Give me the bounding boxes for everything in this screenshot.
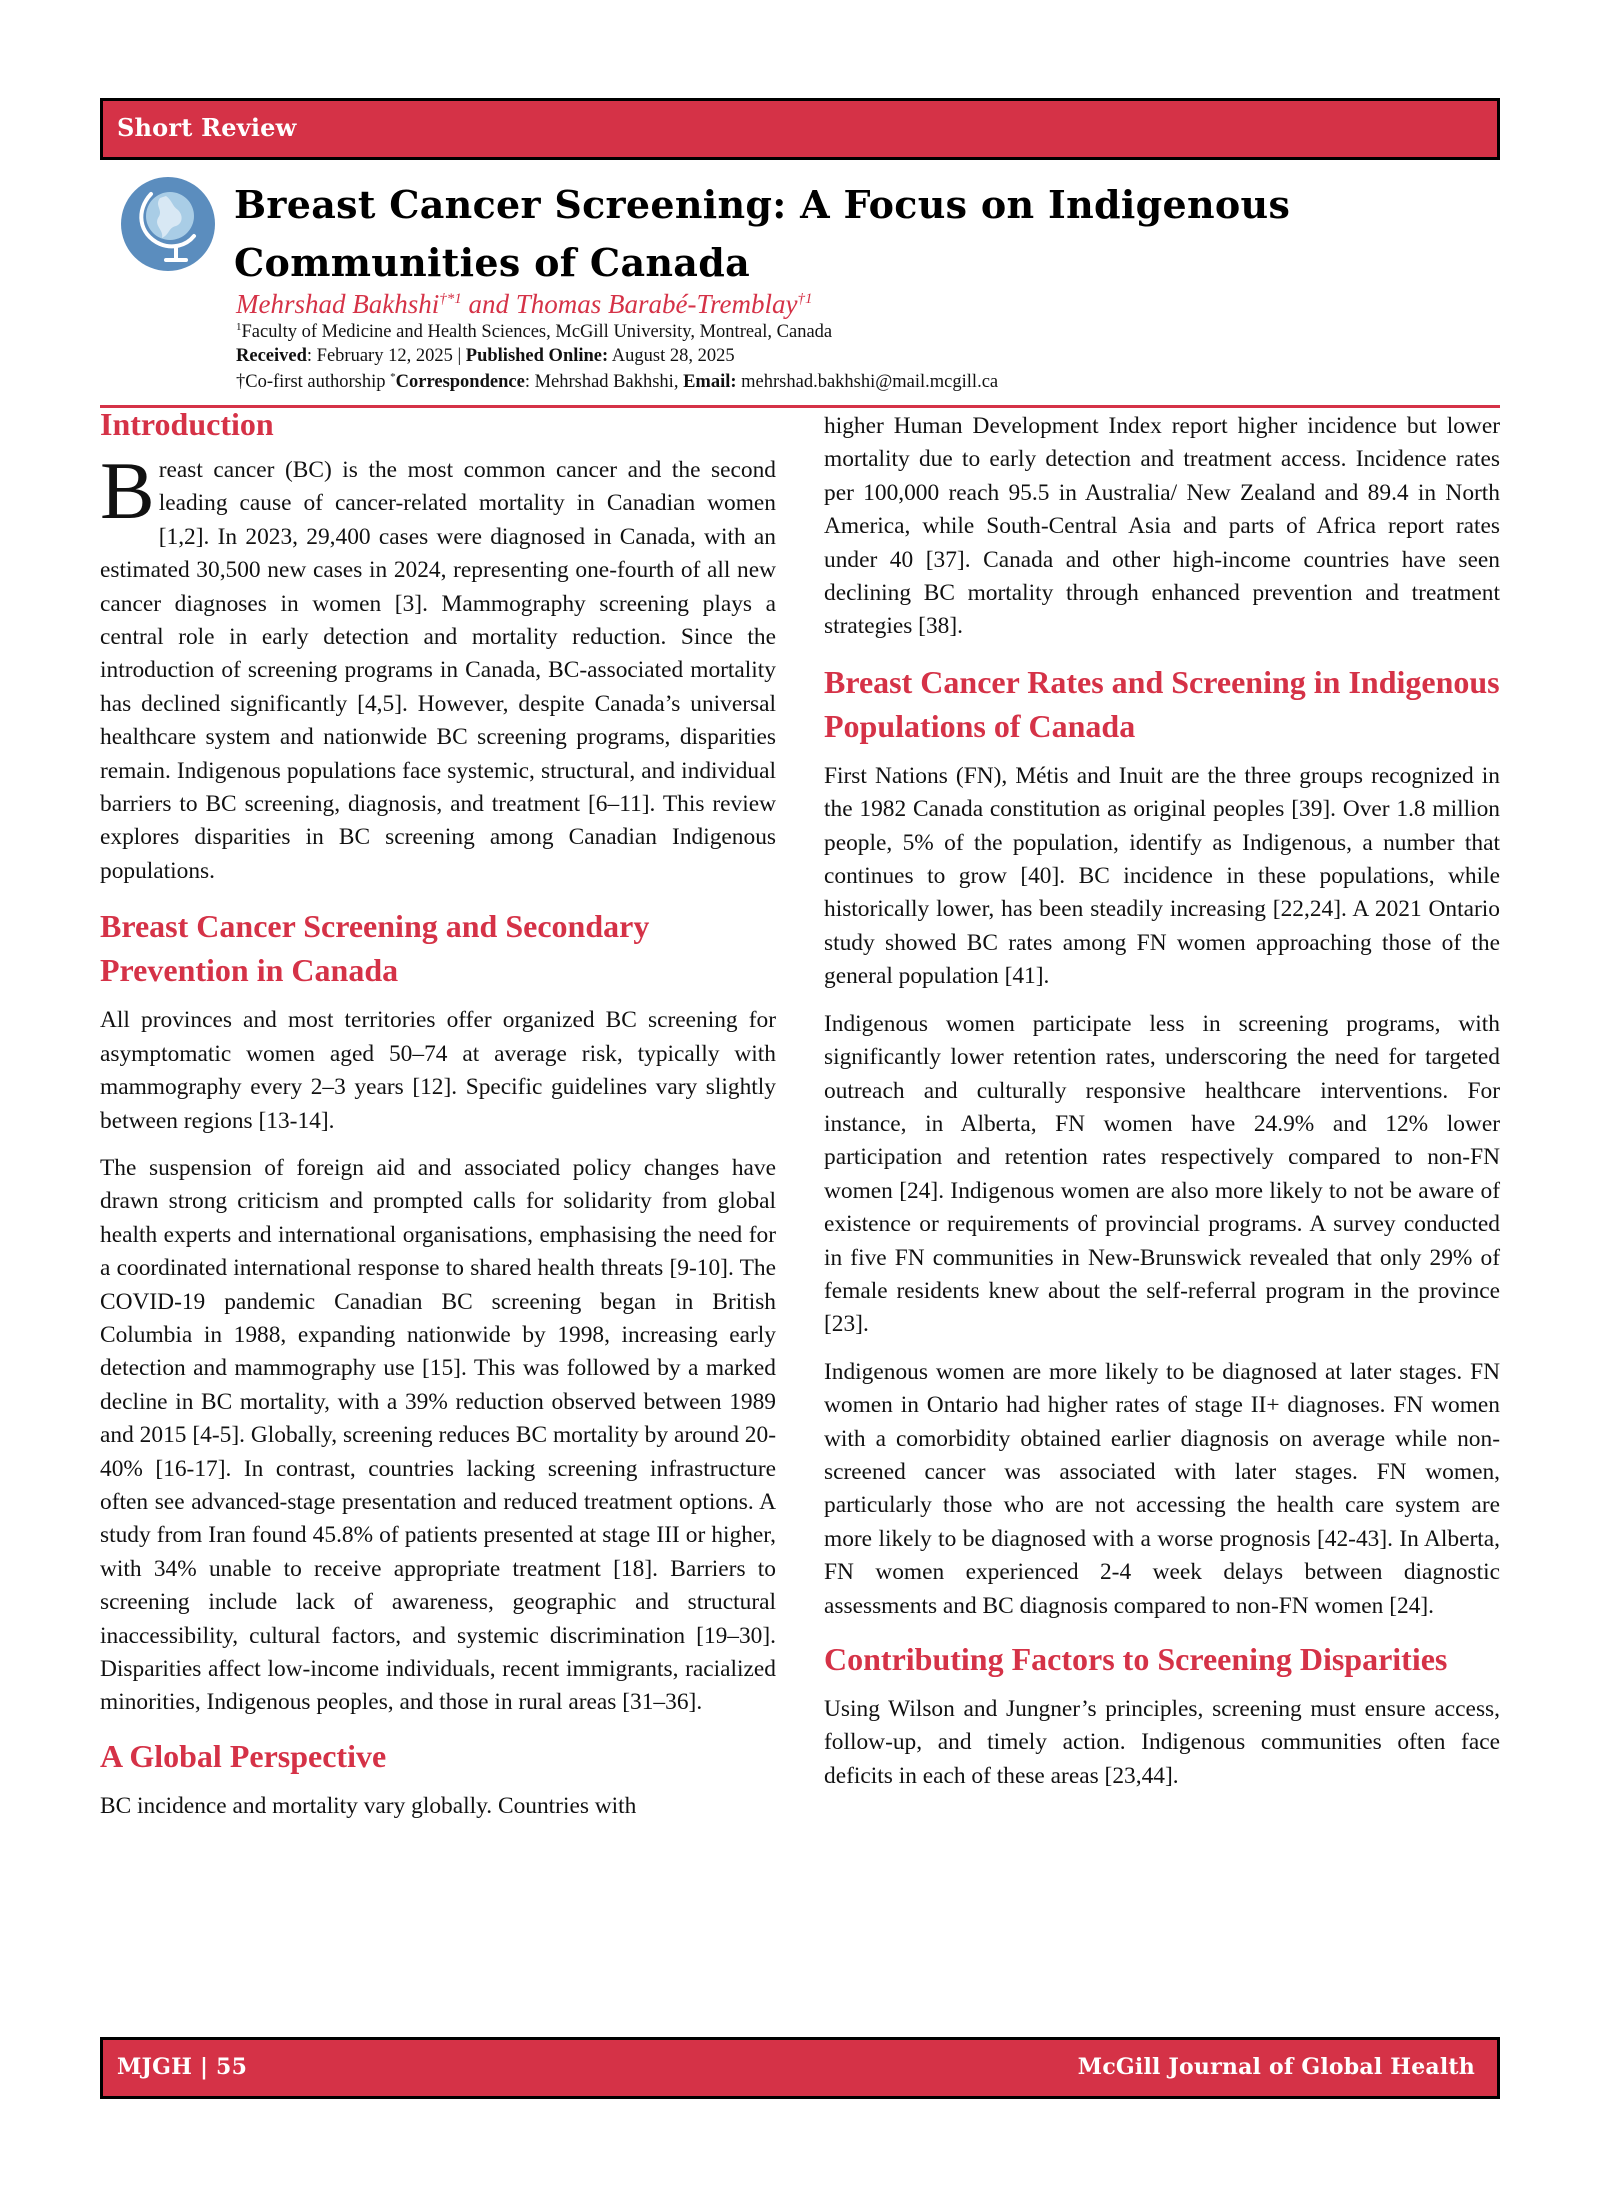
author-conjunction: and	[468, 289, 509, 319]
section-heading-introduction: Introduction	[100, 406, 274, 442]
author-name: Mehrshad Bakhshi	[236, 289, 440, 319]
article-type-label: Short Review	[117, 113, 297, 142]
article-type-banner	[100, 98, 1500, 160]
section-heading-screening: Breast Cancer Screening and Secondary Prevention in Canada	[100, 908, 650, 989]
published-label: Published Online:	[465, 346, 609, 366]
received-date: : February 12, 2025 |	[306, 346, 466, 366]
factors-paragraph-1: Using Wilson and Jungner’s principles, screening must ensure access, follow-up, and timely action. Indigenous communities often face deficits in each of these areas [23,44].	[824, 1696, 1500, 1789]
right-column	[824, 408, 1500, 1793]
affiliation-line	[236, 321, 832, 343]
footer-banner	[100, 2037, 1500, 2099]
drop-cap: B	[100, 445, 155, 536]
screening-paragraph-2: The suspension of foreign aid and associated policy changes have drawn strong criticism and prompted calls for solidarity from global health experts and international organisations, emphasising the need for a coordinated international response to shared health threats [9-10]. The COVID-19 pandemic Canadian BC screening began in British Columbia in 1988, expanding nationwide by 1998, increasing early detection and mammography use [15]. This was followed by a marked decline in BC mortality, with a 39% reduction observed between 1989 and 2015 [4-5]. Globally, screening reduces BC mortality by around 20-40% [16-17]. In contrast, countries lacking screening infrastructure often see advanced-stage presentation and reduced treatment options. A study from Iran found 45.8% of patients presented at stage III or higher, with 34% unable to receive appropriate treatment [18]. Barriers to screening include lack of awareness, geographic and structural inaccessibility, cultural factors, and systemic discrimination [19–30]. Disparities affect low-income individuals, recent immigrants, racialized minorities, Indigenous peoples, and those in rural areas [31–36].	[100, 1154, 776, 1716]
received-label: Received	[236, 346, 307, 366]
author-marks: †1	[797, 291, 813, 307]
left-column	[100, 408, 776, 1823]
email-address[interactable]: mehrshad.bakhshi@mail.mcgill.ca	[736, 372, 999, 393]
journal-name: McGill Journal of Global Health	[1077, 2054, 1475, 2080]
screening-paragraph-1: All provinces and most territories offer organized BC screening for asymptomatic women aged 50–74 at average risk, typically with mammography every 2–3 years [12]. Specific guidelines vary slightly between regions [13-14].	[100, 1007, 776, 1134]
global-paragraph-start: BC incidence and mortality vary globally. Countries with	[100, 1792, 637, 1819]
rates-paragraph-1: First Nations (FN), Métis and Inuit are the three groups recognized in the 1982 Canada constitution as original peoples [39]. Over 1.8 million people, 5% of the population, identify as Indigenous, a number that continues to grow [40]. BC incidence in these populations, while historically lower, has been steadily increasing [22,24]. A 2021 Ontario study showed BC rates among FN women approaching those of the general population [41].	[824, 762, 1500, 990]
author-line	[236, 289, 812, 320]
section-heading-rates: Breast Cancer Rates and Screening in Indigenous Populations of Canada	[824, 663, 1500, 744]
rates-paragraph-3: Indigenous women are more likely to be diagnosed at later stages. FN women in Ontario had higher rates of stage II+ diagnoses. FN women with a comorbidity obtained earlier diagnosis on average while non-screened cancer was associated with later stages. FN women, particularly those who are not accessing the health care system are more likely to be diagnosed with a worse prognosis [42-43]. In Alberta, FN women experienced 2-4 week delays between diagnostic assessments and BC diagnosis compared to non-FN women [24].	[824, 1358, 1500, 1619]
section-heading-global: A Global Perspective	[100, 1737, 387, 1774]
global-paragraph-continued: higher Human Development Index report higher incidence but lower mortality due to early detection and treatment access. Incidence rates per 100,000 reach 95.5 in Australia/ New Zealand and 89.4 in North America, while South-Central Asia and parts of Africa report rates under 40 [37]. Canada and other high-income countries have seen declining BC mortality through enhanced prevention and treatment strategies [38].	[824, 413, 1500, 640]
author-name: Thomas Barabé-Tremblay	[515, 289, 798, 319]
globe-icon	[120, 176, 216, 272]
intro-text: reast cancer (BC) is the most common cancer and the second leading cause of cancer-related mortality in Canadian women [1,2]. In 2023, 29,400 cases were diagnosed in Canada, with an estimated 30,500 new cases in 2024, representing one-fourth of all new cancer diagnoses in women [3]. Mammography screening plays a central role in early detection and mortality reduction. Since the introduction of screening programs in Canada, BC-associated mortality has declined significantly [4,5]. However, despite Canada’s universal healthcare system and nationwide BC screening programs, disparities remain. Indigenous populations face systemic, structural, and individual barriers to BC screening, diagnosis, and treatment [6–11]. This review explores disparities in BC screening among Canadian Indigenous populations.	[100, 457, 776, 884]
intro-paragraph	[100, 445, 776, 888]
article-title: Breast Cancer Screening: A Focus on Indigenous Communities of Canada	[234, 182, 1291, 285]
affiliation-mark: 1	[236, 321, 242, 333]
correspondence-name: : Mehrshad Bakhshi,	[524, 372, 684, 393]
page-number-label: MJGH | 55	[117, 2054, 248, 2080]
correspondence-mark: *	[390, 371, 396, 383]
dates-line	[236, 346, 735, 367]
cofirst-note: †Co-first authorship	[236, 372, 391, 393]
section-heading-factors: Contributing Factors to Screening Disparities	[824, 1641, 1448, 1677]
email-label: Email:	[683, 372, 737, 393]
published-date: August 28, 2025	[608, 346, 735, 366]
correspondence-label: Correspondence	[395, 372, 525, 393]
author-marks: †*1	[439, 291, 462, 307]
rates-paragraph-2: Indigenous women participate less in screening programs, with significantly lower retention rates, underscoring the need for targeted outreach and culturally responsive healthcare interventions. For instance, in Alberta, FN women have 24.9% and 12% lower participation and retention rates respectively compared to non-FN women [24]. Indigenous women are also more likely to not be aware of existence or requirements of provincial programs. A survey conducted in five FN communities in New-Brunswick revealed that only 29% of female residents knew about the self-referral program in the province [23].	[824, 1010, 1500, 1338]
affiliation: Faculty of Medicine and Health Sciences, McGill University, Montreal, Canada	[241, 322, 833, 343]
correspondence-line	[236, 371, 998, 393]
